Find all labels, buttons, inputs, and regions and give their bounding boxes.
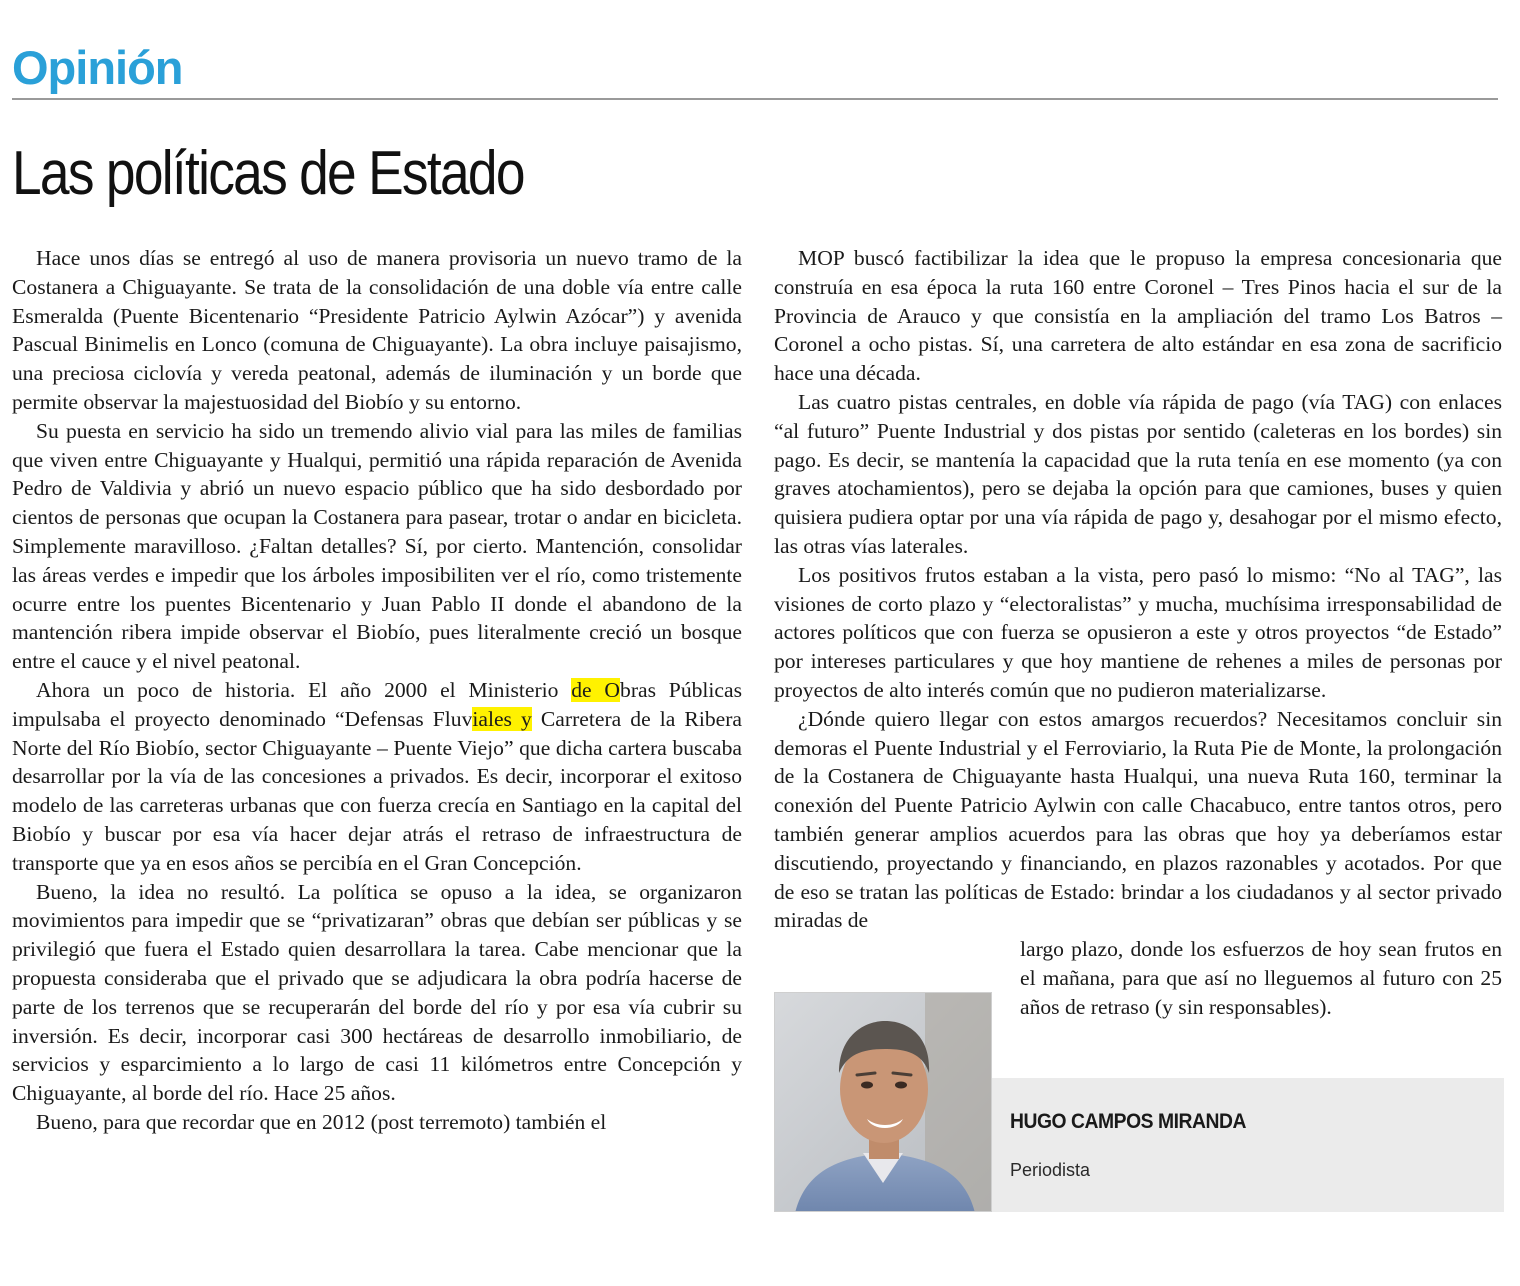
section-label: Opinión [12,41,183,94]
author-photo [774,992,992,1212]
portrait-image [775,993,992,1212]
section-divider [12,98,1498,100]
paragraph: Su puesta en servicio ha sido un tremendo alivio vial para las miles de familias que viven entre Chiguayante y Hualqui, permitió una rápida reparación de Avenida Pedro de Valdivia y abrió un nuevo espacio público que ha sido desbordado por cientos de personas que ocupan la Costanera para pasear, trotar o andar en bicicleta. Simplemente maravilloso. ¿Faltan detalles? Sí, por cierto. Mantención, consolidar las áreas verdes e impedir que los árboles imposibiliten ver el río, como tristemente ocurre entre los puentes Bicentenario y Juan Pablo II donde el abandono de la mantención ribera impide observar el Biobío, pues literalmente creció un bosque entre el cauce y el nivel peatonal. [12,418,742,674]
paragraph: ¿Dónde quiero llegar con estos amargos recuerdos? Necesitamos concluir sin demoras el Puente Industrial y el Ferroviario, la Ruta Pie de Monte, la prolongación de la Costanera de Chiguayante hasta Hualqui, una nueva Ruta 160, terminar la conexión del Puente Patricio Aylwin con calle Chacabuco, entre tantos otros, pero también generar amplios acuerdos para las obras que hoy ya deberíamos estar discutiendo, proyectando y financiando, en plazos razonables y acotados. Por que de eso se tratan las políticas de Estado: brindar a los ciudadanos y al sector privado miradas de [774,706,1502,933]
article-headline: Las políticas de Estado [12,139,524,208]
author-role: Periodista [1010,1160,1091,1180]
paragraph: Bueno, para que recordar que en 2012 (post terremoto) también el [36,1109,607,1134]
highlighted-text: iales y [472,706,532,731]
article-column-left [12,244,742,1137]
paragraph: Las cuatro pistas centrales, en doble vía rápida de pago (vía TAG) con enlaces “al futuro” Puente Industrial y dos pistas por sentido (caleteras en los bordes) sin pago. Es decir, se mantenía la capacidad que la ruta tenía en ese momento (ya con graves atochamientos), pero se dejaba la opción para que camiones, buses y quien quisiera pudiera optar por una vía rápida de pago y, desahogar por el mismo efecto, las otras vías laterales. [774,389,1502,558]
paragraph: Hace unos días se entregó al uso de manera provisoria un nuevo tramo de la Costanera a Chiguayante. Se trata de la consolidación de una doble vía entre calle Esmeralda (Puente Bicentenario “Presidente Patricio Aylwin Azócar”) y avenida Pascual Binimelis en Lonco (comuna de Chiguayante). La obra incluye paisajismo, una preciosa ciclovía y vereda peatonal, además de iluminación y un borde que permite observar la majestuosidad del Biobío y su entorno. [12,246,742,414]
paragraph [12,676,742,878]
text-run: Carretera de la Ribera Norte del Río Biobío, sector Chiguayante – Puente Viejo” que dicha cartera buscaba desarrollar por la vía de las concesiones a privados. Es decir, incorporar el exitoso modelo de las carreteras urbanas que con fuerza crecía en Santiago en la capital del Biobío y buscar por esa vía hacer dejar atrás el retraso de infraestructura de transporte que ya en esos años se percibía en el Gran Concepción. [12,706,742,875]
highlighted-text: de O [571,677,621,702]
paragraph: largo plazo, donde los esfuerzos de hoy sean frutos en el mañana, para que así no lleguemos al futuro con 25 años de retraso (y sin responsables). [1020,937,1502,1019]
author-box [774,992,1502,1212]
text-run: Ahora un poco de historia. El año 2000 el Ministerio [36,677,572,702]
paragraph: MOP buscó factibilizar la idea que le propuso la empresa concesionaria que construía en esa época la ruta 160 entre Coronel – Tres Pinos hacia el sur de la Provincia de Arauco y que consistía en la ampliación del tramo Los Batros – Coronel a ocho pistas. Sí, una carretera de alto estándar en esa zona de sacrificio hace una década. [774,246,1502,386]
author-name: HUGO CAMPOS MIRANDA [1010,1110,1246,1133]
paragraph: Los positivos frutos estaban a la vista, pero pasó lo mismo: “No al TAG”, las visiones de corto plazo y “electoralistas” y mucha, muchísima irresponsabilidad de actores políticos que con fuerza se opusieron a este y otros proyectos “de Estado” por intereses particulares y que hoy mantiene de rehenes a miles de personas por proyectos de alto interés común que no pudieron materializarse. [774,562,1502,702]
text-run: bras Públicas impulsaba el proyecto denominado “Defensas Fluv [12,677,742,731]
author-panel [992,1078,1504,1212]
article-column-right [774,244,1502,1022]
paragraph: Bueno, la idea no resultó. La política se opuso a la idea, se organizaron movimientos para impedir que se “privatizaran” obras que debían ser públicas y se privilegió que fuera el Estado quien desarrollara la tarea. Cabe mencionar que la propuesta consideraba que el privado que se adjudicara la obra podría hacerse de parte de los terrenos que se recuperarán del borde del río y por esa vía cubrir su inversión. Es decir, incorporar casi 300 hectáreas de desarrollo inmobiliario, de servicios y esparcimiento a lo largo de casi 11 kilómetros entre Concepción y Chiguayante, al borde del río. Hace 25 años. [12,879,742,1106]
